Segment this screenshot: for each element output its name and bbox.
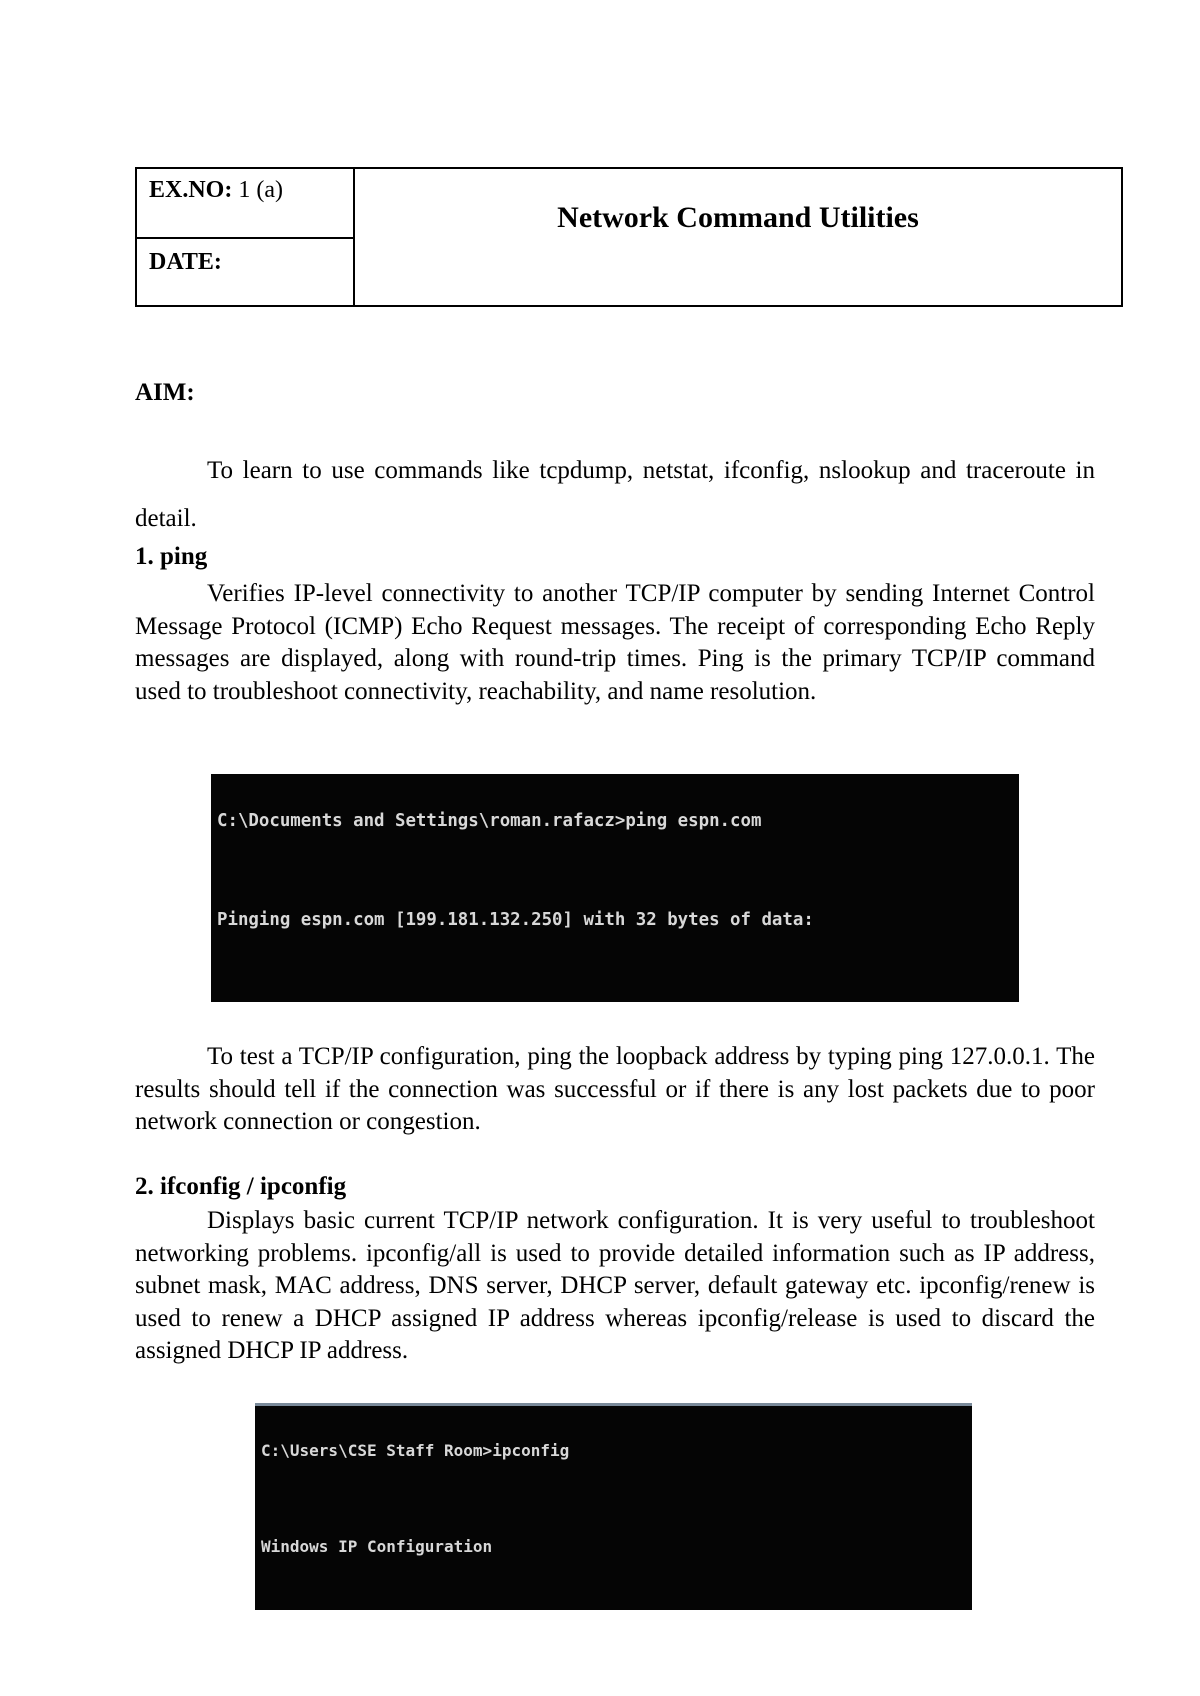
terminal-line: Pinging espn.com [199.181.132.250] with 32 bytes of data: — [217, 910, 814, 930]
terminal-line: Windows IP Configuration — [261, 1537, 493, 1556]
aim-heading: AIM: — [135, 379, 195, 406]
exno-cell — [137, 169, 353, 239]
exno-field — [149, 177, 283, 204]
section-ipconfig-heading: 2. ifconfig / ipconfig — [135, 1173, 347, 1200]
section-ping-heading: 1. ping — [135, 543, 208, 570]
section-ping-paragraph: Verifies IP-level connectivity to another TCP/IP computer by sending Internet Control Message Protocol (ICMP) Echo Request messages. The receipt of corresponding Echo Reply messages are displayed, along with round-trip times. Ping is the primary TCP/IP command used to troubleshoot connectivity, reachability, and name resolution. — [135, 580, 1095, 705]
header-left-column — [137, 169, 355, 305]
header-table — [135, 167, 1123, 307]
terminal-line — [217, 863, 1013, 880]
ipconfig-terminal-screenshot — [255, 1403, 972, 1610]
terminal-line — [261, 1491, 966, 1507]
terminal-line: C:\Users\CSE Staff Room>ipconfig — [261, 1441, 570, 1460]
terminal-line — [261, 1587, 966, 1603]
ping-terminal-screenshot — [211, 774, 1019, 1002]
terminal-line: C:\Documents and Settings\roman.rafacz>ping espn.com — [217, 811, 762, 831]
aim-paragraph: To learn to use commands like tcpdump, netstat, ifconfig, nslookup and traceroute in detail. — [135, 457, 1095, 532]
exno-label: EX.NO: — [149, 177, 233, 203]
terminal-line — [217, 962, 1013, 979]
page-title: Network Command Utilities — [557, 201, 919, 234]
exno-value: 1 (a) — [232, 177, 283, 203]
section-ipconfig-paragraph: Displays basic current TCP/IP network configuration. It is very useful to troubleshoot networking problems. ipconfig/all is used to provide detailed information such as IP address, subnet mask, MAC address, DNS server, DHCP server, default gateway etc. ipconfig/renew is used to renew a DHCP assigned IP address whereas ipconfig/release is used to discard the assigned DHCP IP address. — [135, 1207, 1095, 1364]
date-label: DATE: — [149, 249, 222, 275]
loopback-paragraph: To test a TCP/IP configuration, ping the loopback address by typing ping 127.0.0.1. The results should tell if the connection was successful or if there is any lost packets due to poor network connection or congestion. — [135, 1043, 1095, 1135]
date-cell — [137, 239, 353, 307]
